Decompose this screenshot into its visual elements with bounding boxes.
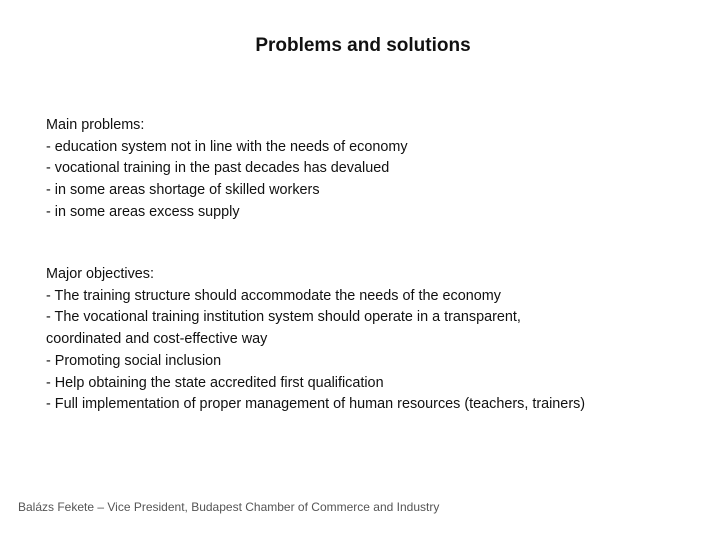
main-problems-section [46,115,706,224]
problem-item: - vocational training in the past decades has devalued [46,160,390,177]
problem-item: - in some areas excess supply [46,203,240,220]
objective-item: - Full implementation of proper management of human resources (teachers, trainers) [46,396,586,413]
major-objectives-section [46,264,706,416]
problem-item: - education system not in line with the needs of economy [46,138,408,155]
major-objectives-heading: Major objectives: [46,266,154,282]
objective-item: - Help obtaining the state accredited first qualification [46,374,384,391]
objective-item: - Promoting social inclusion [46,352,222,369]
problem-item: - in some areas shortage of skilled workers [46,182,320,199]
objective-item: - The training structure should accommodate the needs of the economy [46,287,501,304]
main-problems-heading: Main problems: [46,117,145,133]
objective-item-continuation: coordinated and cost-effective way [46,331,268,348]
objective-item: - The vocational training institution system should operate in a transparent, [46,309,521,326]
footer-credit: Balázs Fekete – Vice President, Budapest Chamber of Commerce and Industry [18,500,440,514]
slide-title: Problems and solutions [255,35,471,56]
